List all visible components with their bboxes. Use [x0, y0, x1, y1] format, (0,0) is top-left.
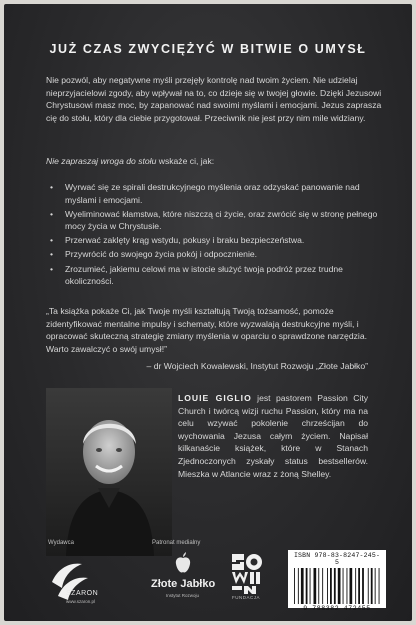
barcode-bar [327, 568, 328, 604]
endorsement-signature: – dr Wojciech Kowalewski, Instytut Rozwoju „Złote Jabłko” [146, 361, 368, 371]
lead-line [46, 155, 382, 168]
benefits-list [50, 181, 380, 289]
benefit-item: • Wyeliminować kłamstwa, które niszczą ci życie, oraz zwrócić się w stronę pełnego mocy życia w Chrystusie. [50, 208, 380, 233]
barcode-bar [310, 568, 311, 604]
benefit-item: • Zrozumieć, jakiemu celowi ma w istocie służyć twoja podróż przez trudne okoliczności. [50, 263, 380, 288]
endorsement-quote: „Ta książka pokaże Ci, jak Twoje myśli kształtują Twoją tożsamość, pomoże zidentyfikować mentalne impulsy i schematy, które wyzwalają destrukcyjne myśli, i opracować skuteczną strategię zmiany myślenia w oparciu o sprawdzone narzędzia. Warto zawalczyć o swój umysł!” [46, 306, 367, 354]
barcode-bar [368, 568, 369, 604]
barcode-bar [343, 568, 344, 604]
headline: JUŻ CZAS ZWYCIĘŻYĆ W BITWIE O UMYSŁ [49, 42, 367, 56]
barcode-bar [298, 568, 299, 604]
isbn-text: ISBN 978-83-8247-245-5 [293, 552, 381, 566]
barcode-bar [330, 568, 332, 604]
author-photo [46, 388, 172, 556]
barcode-box [288, 550, 386, 612]
barcode-bar [371, 568, 373, 604]
apple-logo-icon [174, 552, 192, 574]
barcode-bar [301, 568, 304, 604]
benefit-item: • Przywrócić do swojego życia pokój i odpocznienie. [50, 248, 380, 261]
book-back-cover [4, 4, 412, 621]
barcode-bar [338, 568, 341, 604]
publisher-url: www.szaron.pl [66, 599, 96, 604]
barcode-bar [355, 568, 356, 604]
barcode-bar [334, 568, 336, 604]
barcode-bar [294, 568, 295, 604]
publisher-label: Wydawca [48, 540, 74, 546]
barcode-bar [379, 568, 380, 604]
benefit-item: • Wyrwać się ze spirali destrukcyjnego myślenia oraz odzyskać panowanie nad myślami i emocjami. [50, 181, 380, 206]
intro-paragraph: Nie pozwól, aby negatywne myśli przejęły kontrolę nad twoim życiem. Nie udzielaj nieprzyjacielowi zgody, aby wpływał na to, co dzieje się w twojej głowie. Dzięki Jezusowi Chrystusowi masz moc, by zapanować nad swoimi myślami i emocjami. Jezus zaprasza cię do stołu, który dla ciebie przygotował. Przeciwnik nie jest przy nim mile widziany. [46, 75, 382, 123]
book-title-italic: Nie zapraszaj wroga do stołu [46, 156, 157, 166]
author-bio-text: jest pastorem Passion City Church i twórcą wizji ruchu Passion, który ma na celu wzywać pokolenie chrześcijan do wychowania Jezusa całym życiem. Napisał kilkanaście książek, które w Stanach Zjednoczonych zyskały status bestsellerów. Mieszka w Atlancie wraz z żoną Shelley. [178, 393, 368, 479]
barcode-bar [318, 568, 319, 604]
patron-subtitle: Instytut Rozwoju [166, 593, 200, 598]
barcode-bar [314, 568, 317, 604]
patron-label: Patronat medialny [152, 540, 201, 546]
foundation-label: FUNDACJA [232, 595, 261, 600]
barcode-bar [358, 568, 360, 604]
lead-rest: wskaże ci, jak: [156, 156, 215, 166]
barcode-bar [375, 568, 376, 604]
author-name: LOUIE GIGLIO [178, 393, 252, 403]
benefit-item: • Przerwać zaklęty krąg wstydu, pokusy i braku bezpieczeństwa. [50, 234, 380, 247]
publisher-name: SZARON [66, 590, 99, 597]
author-bio [178, 392, 368, 480]
patron-name: Złote Jabłko [151, 578, 216, 590]
barcode-bar [347, 568, 348, 604]
barcode-icon [292, 568, 382, 604]
barcode-bar [306, 568, 308, 604]
barcode-number: 9 788382 472455 [303, 605, 371, 612]
barcode-bar [322, 568, 323, 604]
barcode-bar [350, 568, 353, 604]
barcode-bar [362, 568, 364, 604]
